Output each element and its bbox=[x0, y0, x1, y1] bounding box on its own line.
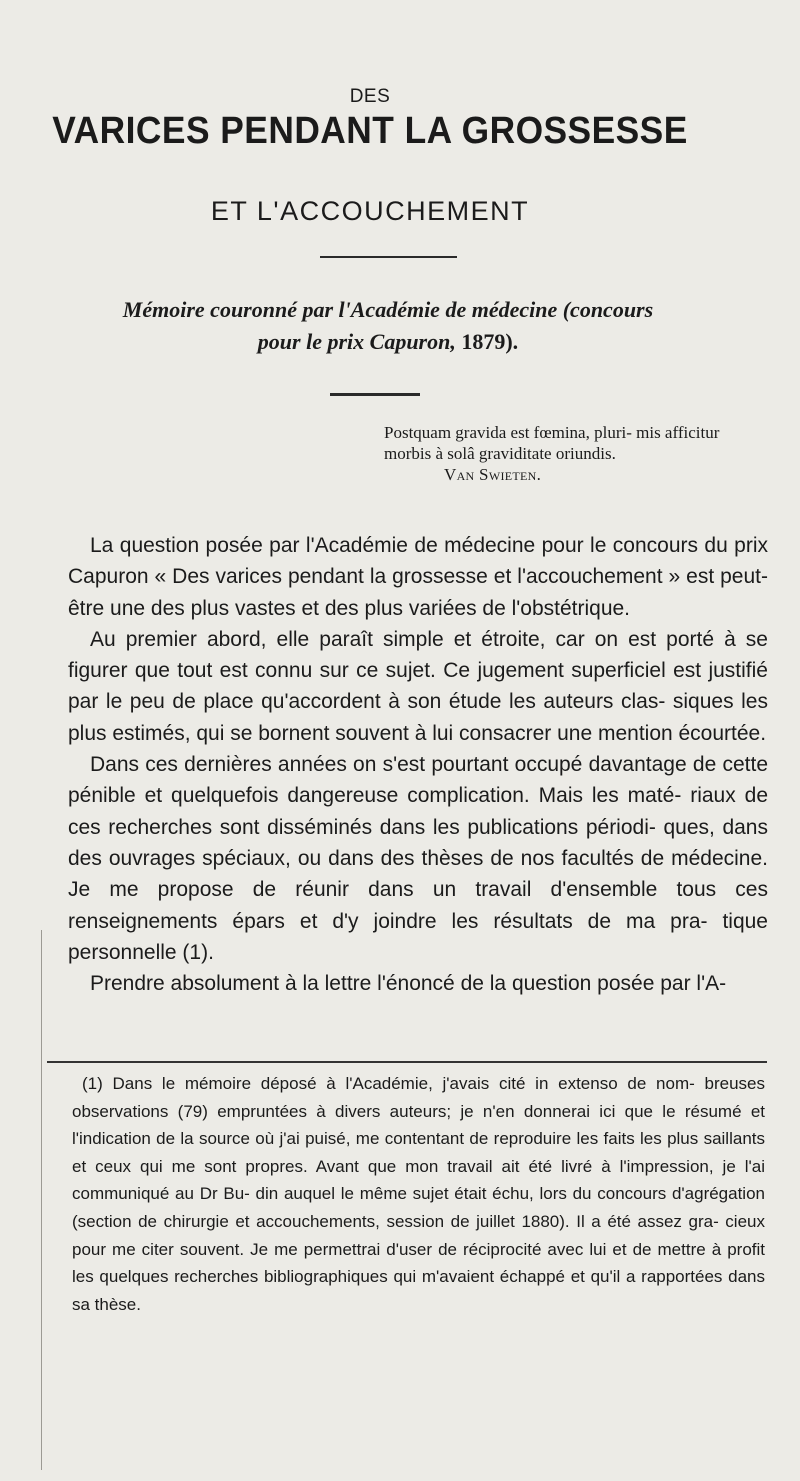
memoire-year: 1879). bbox=[455, 329, 519, 354]
page-edge-shadow bbox=[41, 930, 42, 1470]
body-text bbox=[68, 530, 768, 999]
section-divider bbox=[330, 393, 420, 396]
footnote-divider bbox=[47, 1061, 767, 1063]
paragraph: Dans ces dernières années on s'est pourtant occupé davantage de cette pénible et quelquefois dangereuse complication. Mais les maté- riaux de ces recherches sont disséminés dans les publications périodi- ques, dans des ouvrages spéciaux, ou dans des thèses de nos facultés de médecine. Je me propose de réunir dans un travail d'ensemble tous ces renseignements épars et d'y joindre les résultats de ma pra- tique personnelle (1). bbox=[68, 753, 768, 964]
epigraph-text: Postquam gravida est fœmina, pluri- mis afficitur morbis à solâ graviditate oriundis. bbox=[384, 423, 720, 463]
title-divider bbox=[320, 256, 457, 258]
paragraph: La question posée par l'Académie de médecine pour le concours du prix Capuron « Des varices pendant la grossesse et l'accouchement » est peut-être une des plus vastes et des plus variées de l'obstétrique. bbox=[68, 534, 768, 620]
page-subtitle: ET L'ACCOUCHEMENT bbox=[210, 196, 530, 226]
footnote: (1) Dans le mémoire déposé à l'Académie, j'avais cité in extenso de nom- breuses observations (79) empruntées à divers auteurs; je n'en donnerai ici que le résumé et l'indication de la source où j'ai puisé, me contentant de reproduire les faits les plus saillants et ceux qui me sont propres. Avant que mon travail ait été livré à l'impression, je l'ai communiqué au Dr Bu- din auquel le même sujet était échu, lors du concours d'agrégation (section de chirurgie et accouchements, session de juillet 1880). Il a été assez gra- cieux pour me citer souvent. Je me permettrai d'user de réciprocité avec lui et de mettre à profit les quelques recherches bibliographiques qui m'avaient échappé et qu'il a rapportées dans sa thèse. bbox=[72, 1074, 765, 1314]
title-kicker: DES bbox=[349, 86, 391, 107]
paragraph: Au premier abord, elle paraît simple et étroite, car on est porté à se figurer que tout est connu sur ce sujet. Ce jugement superficiel est justifié par le peu de place qu'accordent à son étude les auteurs clas- siques les plus estimés, qui se bornent souvent à lui consacrer une mention écourtée. bbox=[68, 627, 768, 745]
memoire-note bbox=[118, 294, 658, 358]
page-title: VARICES PENDANT LA GROSSESSE bbox=[52, 110, 688, 152]
epigraph bbox=[384, 422, 729, 485]
epigraph-author: Van Swieten. bbox=[444, 465, 542, 484]
paragraph: Prendre absolument à la lettre l'énoncé de la question posée par l'A- bbox=[90, 972, 727, 996]
memoire-italic: Mémoire couronné par l'Académie de médecine (concours pour le prix Capuron, bbox=[122, 297, 654, 354]
